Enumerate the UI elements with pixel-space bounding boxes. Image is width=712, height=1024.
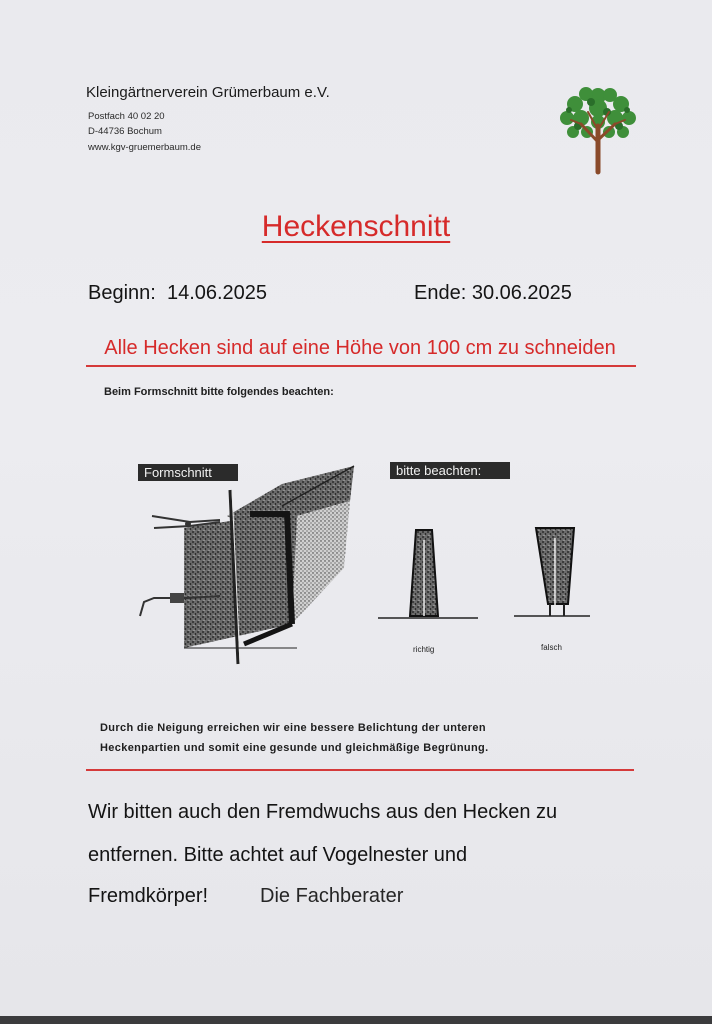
- signature: Die Fachberater: [260, 885, 404, 907]
- caption-wrong: falsch: [541, 643, 562, 652]
- explanation-line-1: Durch die Neigung erreichen wir eine bessere Belichtung der unteren: [100, 722, 486, 734]
- height-instruction: Alle Hecken sind auf eine Höhe von 100 cm zu schneiden: [104, 337, 616, 359]
- caption-correct: richtig: [413, 645, 435, 654]
- page-title: Heckenschnitt: [261, 210, 451, 243]
- divider-top: [86, 365, 636, 367]
- form-cut-note: Beim Formschnitt bitte folgendes beachten:: [104, 386, 334, 398]
- request-line-3: Fremdkörper!: [88, 885, 209, 907]
- address-website: www.kgv-gruemerbaum.de: [88, 142, 201, 153]
- begin-date: Beginn: 14.06.2025: [88, 282, 268, 304]
- formschnitt-label: Formschnitt: [138, 464, 238, 481]
- address-postbox: Postfach 40 02 20: [88, 111, 165, 122]
- address-city: D-44736 Bochum: [88, 126, 162, 137]
- hedge-cut-illustration: [132, 456, 602, 676]
- background-surface: [0, 1016, 712, 1024]
- explanation-line-2: Heckenpartien und somit eine gesunde und gleichmäßige Begrünung.: [100, 742, 489, 754]
- request-line-1: Wir bitten auch den Fremdwuchs aus den Hecken zu: [88, 801, 558, 823]
- bitte-beachten-label: bitte beachten:: [390, 462, 510, 479]
- divider-bottom: [86, 769, 634, 771]
- request-line-2: entfernen. Bitte achtet auf Vogelnester und: [88, 844, 468, 866]
- club-name: Kleingärtnerverein Grümerbaum e.V.: [86, 84, 330, 101]
- tree-logo-icon: [553, 82, 643, 177]
- end-date: Ende: 30.06.2025: [414, 282, 572, 304]
